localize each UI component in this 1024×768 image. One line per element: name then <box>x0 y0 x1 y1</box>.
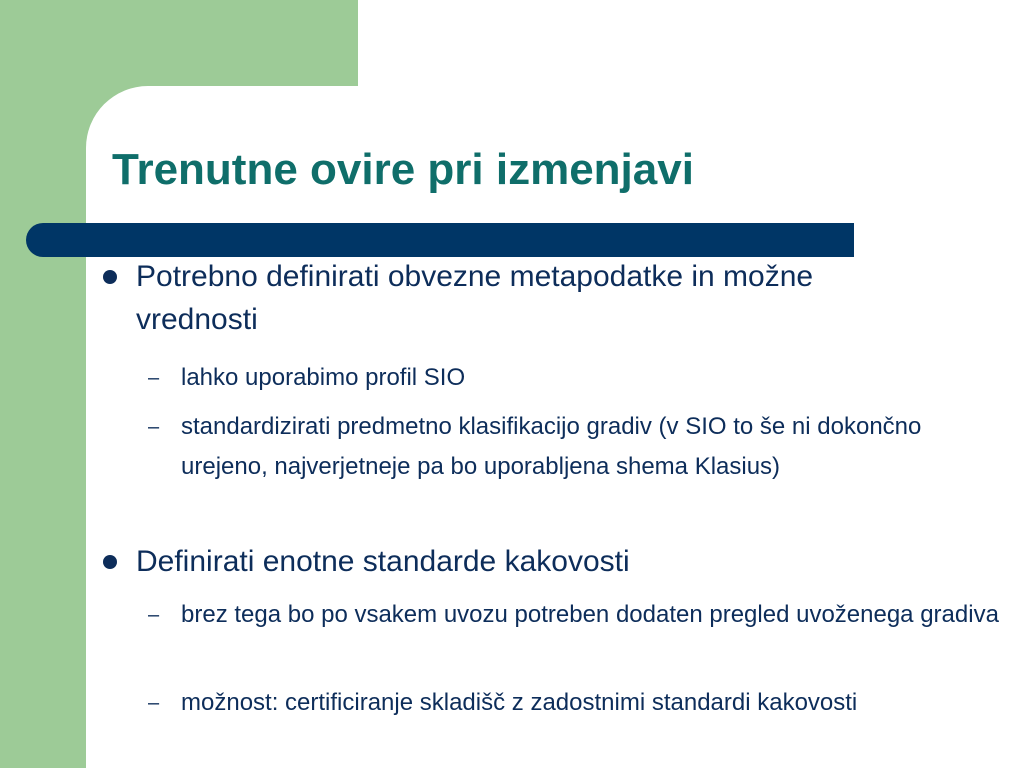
dash-icon: – <box>148 692 160 714</box>
bullet-dot-icon <box>103 555 117 569</box>
sub-bullet-item <box>148 595 1011 635</box>
sub-bullet-item <box>148 683 1011 723</box>
sub-bullet-item <box>148 407 1011 487</box>
bullet-text: Potrebno definirati obvezne metapodatke in možne vrednosti <box>136 260 814 336</box>
slide-title: Trenutne ovire pri izmenjavi <box>112 145 694 194</box>
bullet-item <box>136 255 936 341</box>
sub-bullet-text: brez tega bo po vsakem uvozu potreben dodaten pregled uvoženega gradiva <box>181 601 999 628</box>
sub-bullet-text: lahko uporabimo profil SIO <box>181 364 466 391</box>
bullet-item <box>136 540 936 583</box>
bullet-text: Definirati enotne standarde kakovosti <box>136 545 630 578</box>
sub-bullet-item <box>148 358 1011 398</box>
bullet-dot-icon <box>103 270 117 284</box>
sub-bullet-text: možnost: certificiranje skladišč z zadostnimi standardi kakovosti <box>181 689 858 716</box>
dash-icon: – <box>148 367 160 389</box>
dash-icon: – <box>148 604 160 626</box>
sub-bullet-text: standardizirati predmetno klasifikacijo gradiv (v SIO to še ni dokončno urejeno, najverjetneje pa bo uporabljena shema Klasius) <box>181 413 922 480</box>
dash-icon: – <box>148 416 160 438</box>
